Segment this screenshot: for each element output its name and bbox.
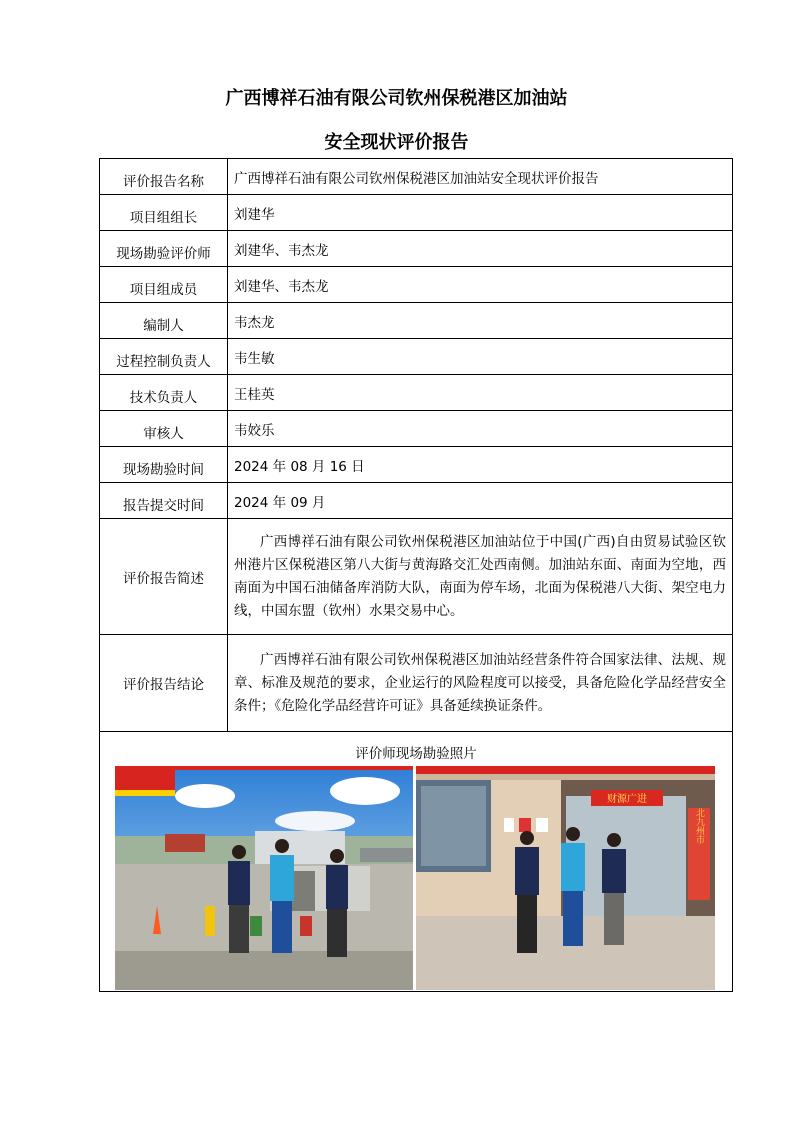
photos-row (100, 732, 733, 992)
photo-row (100, 766, 732, 991)
conclusion-label: 评价报告结论 (100, 635, 228, 732)
row-label: 过程控制负责人 (100, 339, 228, 375)
table-row (100, 411, 733, 447)
row-label: 项目组成员 (100, 267, 228, 303)
table-row (100, 231, 733, 267)
row-value: 2024 年 09 月 (228, 483, 733, 519)
row-value: 韦杰龙 (228, 303, 733, 339)
row-value: 王桂英 (228, 375, 733, 411)
summary-label: 评价报告简述 (100, 519, 228, 635)
summary-row (100, 519, 733, 635)
table-row (100, 195, 733, 231)
row-label: 项目组组长 (100, 195, 228, 231)
row-value: 刘建华、韦杰龙 (228, 267, 733, 303)
row-label: 编制人 (100, 303, 228, 339)
row-value: 韦生敏 (228, 339, 733, 375)
row-label: 现场勘验评价师 (100, 231, 228, 267)
row-value: 刘建华 (228, 195, 733, 231)
row-value: 韦姣乐 (228, 411, 733, 447)
site-photo-forecourt (115, 766, 413, 990)
conclusion-row (100, 635, 733, 732)
table-row (100, 159, 733, 195)
summary-text: 广西博祥石油有限公司钦州保税港区加油站位于中国(广西)自由贸易试验区钦州港片区保税港区第八大街与黄海路交汇处西南侧。加油站东面、南面为空地，西南面为中国石油储备库消防大队，南面为停车场，北面为保税港八大街、架空电力线，中国东盟（钦州）水果交易中心。 (228, 519, 733, 635)
door-sign-text: 财源广进 (607, 794, 647, 805)
row-value: 刘建华、韦杰龙 (228, 231, 733, 267)
photos-caption: 评价师现场勘验照片 (355, 746, 477, 762)
row-value: 广西博祥石油有限公司钦州保税港区加油站安全现状评价报告 (228, 159, 733, 195)
row-label: 评价报告名称 (100, 159, 228, 195)
side-banner-text: 北九州市 (694, 808, 704, 844)
row-label: 现场勘验时间 (100, 447, 228, 483)
report-info-table (99, 158, 733, 992)
table-row (100, 447, 733, 483)
company-title: 广西博祥石油有限公司钦州保税港区加油站 (225, 88, 568, 109)
table-row (100, 303, 733, 339)
table-row (100, 483, 733, 519)
table-row (100, 375, 733, 411)
row-label: 审核人 (100, 411, 228, 447)
row-value: 2024 年 08 月 16 日 (228, 447, 733, 483)
site-photo-entrance (416, 766, 715, 990)
report-title: 安全现状评价报告 (324, 132, 469, 153)
table-row (100, 267, 733, 303)
photos-cell (100, 732, 733, 992)
table-row (100, 339, 733, 375)
conclusion-text: 广西博祥石油有限公司钦州保税港区加油站经营条件符合国家法律、法规、规章、标准及规范的要求，企业运行的风险程度可以接受，具备危险化学品经营安全条件；《危险化学品经营许可证》具备延续换证条件。 (228, 635, 733, 732)
row-label: 报告提交时间 (100, 483, 228, 519)
row-label: 技术负责人 (100, 375, 228, 411)
